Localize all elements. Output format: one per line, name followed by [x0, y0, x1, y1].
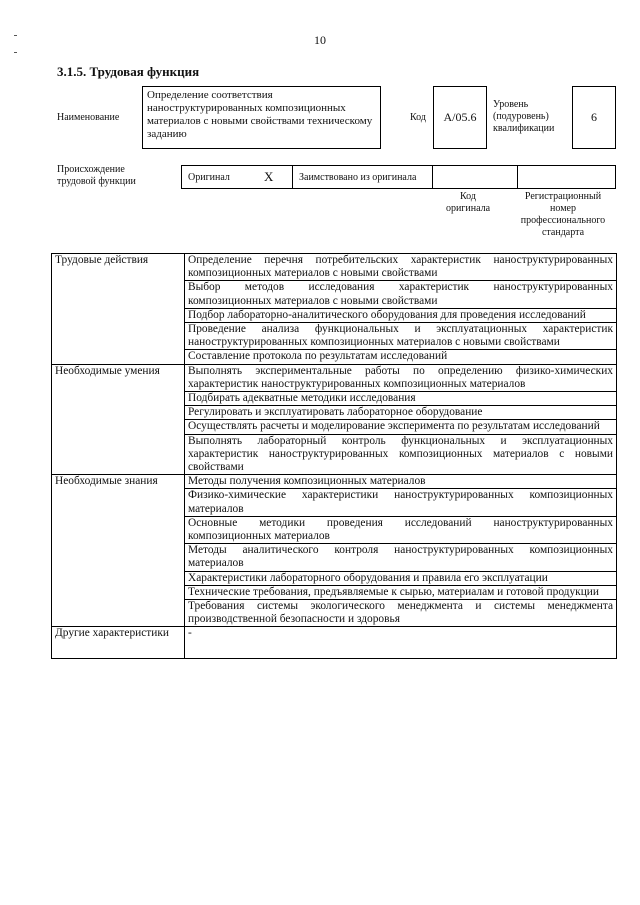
- row-label: Другие характеристики: [52, 627, 185, 659]
- original-mark: X: [264, 169, 274, 184]
- table-cell: Регулировать и эксплуатировать лабораторное оборудование: [185, 406, 617, 420]
- code-original-label: Код оригинала: [445, 191, 491, 214]
- level-value-box: 6: [572, 86, 616, 149]
- margin-mark-mid: [14, 52, 17, 53]
- reg-number-cell: [517, 165, 616, 189]
- table-cell: Физико-химические характеристики наноструктурированных композиционных материалов: [185, 489, 617, 516]
- name-label: Наименование: [57, 112, 120, 123]
- section-title: 3.1.5. Трудовая функция: [57, 64, 200, 79]
- level-label: Уровень (подуровень) квалификации: [493, 99, 555, 134]
- original-cell: [181, 165, 293, 189]
- table-cell: Выполнять экспериментальные работы по определению физико-химических характеристик наноструктурированных композиционных материалов: [185, 364, 617, 391]
- table-cell: Проведение анализа функциональных и эксплуатационных характеристик наноструктурированных композиционных материалов с новыми свойствами: [185, 323, 617, 350]
- borrowed-label: Заимствовано из оригинала: [299, 171, 417, 183]
- table-cell: Подбирать адекватные методики исследования: [185, 392, 617, 406]
- table-cell: Выполнять лабораторный контроль функциональных и эксплуатационных характеристик наноструктурированных композиционных материалов с новыми свойствами: [185, 434, 617, 475]
- table-cell: Составление протокола по результатам исследований: [185, 350, 617, 364]
- table-row: [52, 475, 617, 489]
- function-name-box: Определение соответствия наноструктурированных композиционных материалов с новыми свойствами техническому заданию: [142, 86, 381, 149]
- original-label: Оригинал: [188, 171, 230, 183]
- table-row: [52, 254, 617, 281]
- table-cell: Основные методики проведения исследований наноструктурированных композиционных материалов: [185, 516, 617, 543]
- table-cell: Характеристики лабораторного оборудования и правила его эксплуатации: [185, 571, 617, 585]
- table-row: [52, 364, 617, 391]
- row-label: Необходимые знания: [52, 475, 185, 627]
- table-cell: Осуществлять расчеты и моделирование эксперимента по результатам исследований: [185, 420, 617, 434]
- table-cell: Подбор лабораторно-аналитического оборудования для проведения исследований: [185, 308, 617, 322]
- borrowed-cell: [292, 165, 433, 189]
- row-label: Необходимые умения: [52, 364, 185, 475]
- code-value-box: A/05.6: [433, 86, 487, 149]
- table-cell: Выбор методов исследования характеристик наноструктурированных композиционных материалов с новыми свойствами: [185, 281, 617, 308]
- table-cell: Технические требования, предъявляемые к сырью, материалам и готовой продукции: [185, 585, 617, 599]
- table-cell: Методы получения композиционных материалов: [185, 475, 617, 489]
- table-cell: -: [185, 627, 617, 659]
- table-cell: Методы аналитического контроля наноструктурированных композиционных материалов: [185, 544, 617, 571]
- code-label: Код: [410, 112, 426, 123]
- code-original-cell: [432, 165, 518, 189]
- origin-label: Происхождение трудовой функции: [57, 164, 136, 187]
- table-cell: Определение перечня потребительских характеристик наноструктурированных композиционных материалов с новыми свойствами: [185, 254, 617, 281]
- reg-number-label: Регистрационный номер профессионального стандарта: [520, 191, 606, 238]
- page-number: 10: [314, 33, 326, 47]
- row-label: Трудовые действия: [52, 254, 185, 365]
- labor-function-table: [51, 253, 617, 659]
- table-row: [52, 627, 617, 659]
- table-cell: Требования системы экологического менеджмента и системы менеджмента производственной безопасности и здоровья: [185, 600, 617, 627]
